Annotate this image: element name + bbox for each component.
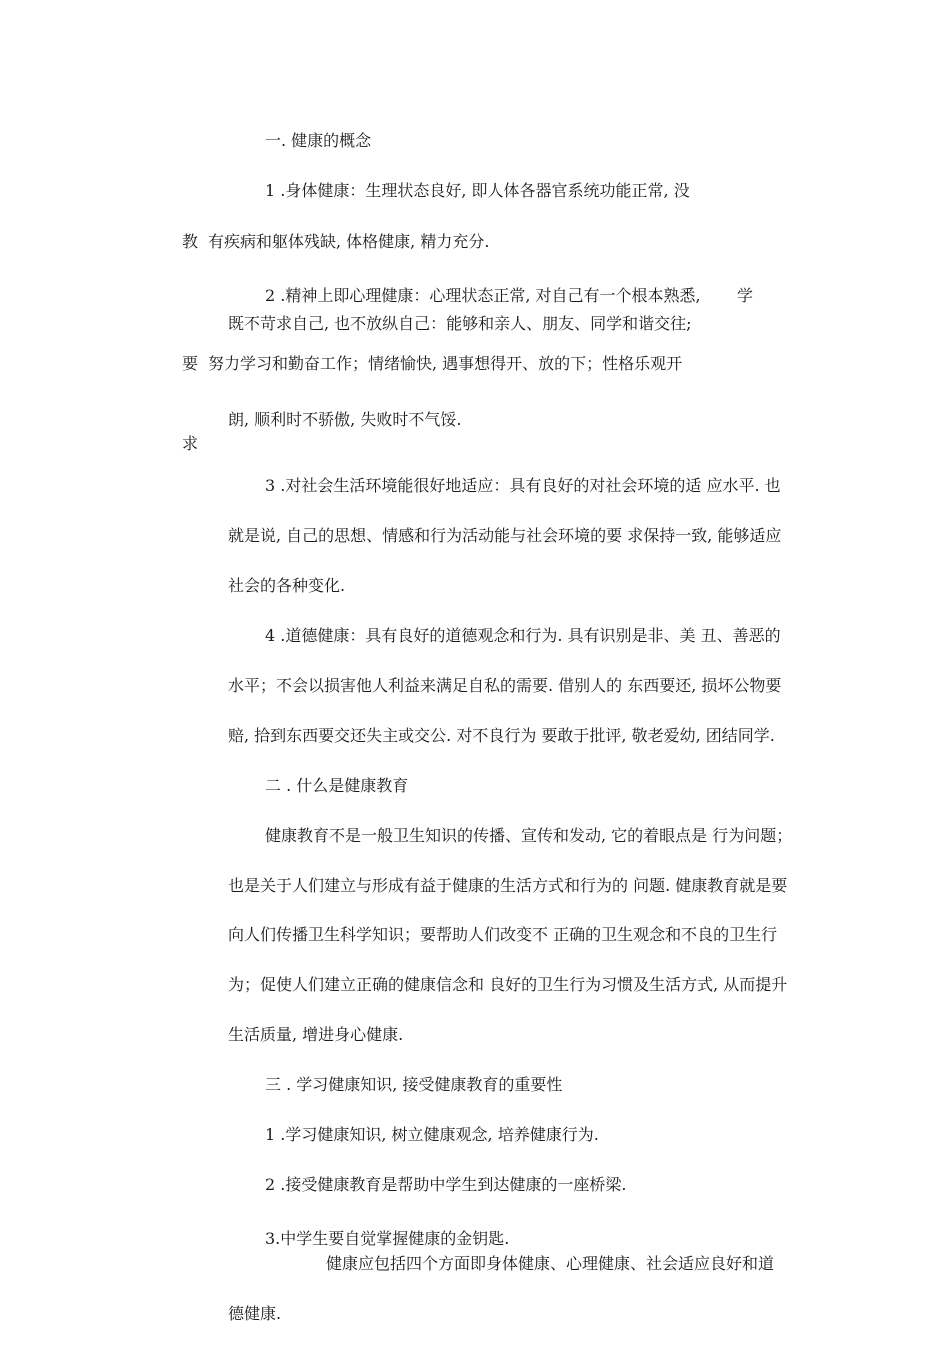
margin-label: 求: [182, 434, 199, 453]
section-heading-2: 二 . 什么是健康教育: [265, 776, 409, 795]
paragraph-line: 既不苛求自己, 也不放纵自己：能够和亲人、朋友、同学和谐交往;: [228, 314, 692, 333]
summary-line: 健康应包括四个方面即身体健康、心理健康、社会适应良好和道: [326, 1254, 775, 1273]
section-heading-3: 三 . 学习健康知识, 接受健康教育的重要性: [265, 1075, 563, 1094]
margin-label: 要: [182, 354, 199, 373]
paragraph-line: 1 .身体健康：生理状态良好, 即人体各器官系统功能正常, 没: [265, 181, 690, 200]
margin-label: 学: [737, 286, 754, 305]
margin-label: 教: [182, 232, 199, 251]
paragraph-line: 4 .道德健康：具有良好的道德观念和行为. 具有识别是非、美 丑、善恶的: [265, 626, 781, 645]
paragraph-line: 赔, 拾到东西要交还失主或交公. 对不良行为 要敢于批评, 敬老爱幼, 团结同学.: [228, 726, 775, 745]
paragraph-line: 努力学习和勤奋工作；情绪愉快, 遇事想得开、放的下；性格乐观开: [208, 354, 683, 373]
paragraph-line: 2 .精神上即心理健康：心理状态正常, 对自己有一个根本熟悉,: [265, 286, 701, 305]
list-item: 3.中学生要自觉掌握健康的金钥匙.: [265, 1229, 510, 1248]
list-item: 2 .接受健康教育是帮助中学生到达健康的一座桥梁.: [265, 1175, 627, 1194]
paragraph-line: 生活质量, 增进身心健康.: [228, 1025, 404, 1044]
paragraph-line: 水平；不会以损害他人利益来满足自私的需要. 借别人的 东西要还, 损坏公物要: [228, 676, 782, 695]
paragraph-line: 有疾病和躯体残缺, 体格健康, 精力充分.: [208, 232, 490, 251]
section-heading-1: 一. 健康的概念: [265, 131, 372, 150]
paragraph-line: 健康教育不是一般卫生知识的传播、宣传和发动, 它的着眼点是 行为问题；: [265, 826, 793, 845]
paragraph-line: 也是关于人们建立与形成有益于健康的生活方式和行为的 问题. 健康教育就是要: [228, 876, 788, 895]
paragraph-line: 3 .对社会生活环境能很好地适应：具有良好的对社会环境的适 应水平. 也: [265, 476, 781, 495]
paragraph-line: 社会的各种变化.: [228, 576, 346, 595]
paragraph-line: 为；促使人们建立正确的健康信念和 良好的卫生行为习惯及生活方式, 从而提升: [228, 975, 788, 994]
paragraph-line: 向人们传播卫生科学知识；要帮助人们改变不 正确的卫生观念和不良的卫生行: [228, 925, 778, 944]
paragraph-line: 朗, 顺利时不骄傲, 失败时不气馁.: [228, 410, 462, 429]
summary-line: 德健康.: [228, 1304, 282, 1323]
list-item: 1 .学习健康知识, 树立健康观念, 培养健康行为.: [265, 1125, 599, 1144]
paragraph-line: 就是说, 自己的思想、情感和行为活动能与社会环境的要 求保持一致, 能够适应: [228, 526, 782, 545]
